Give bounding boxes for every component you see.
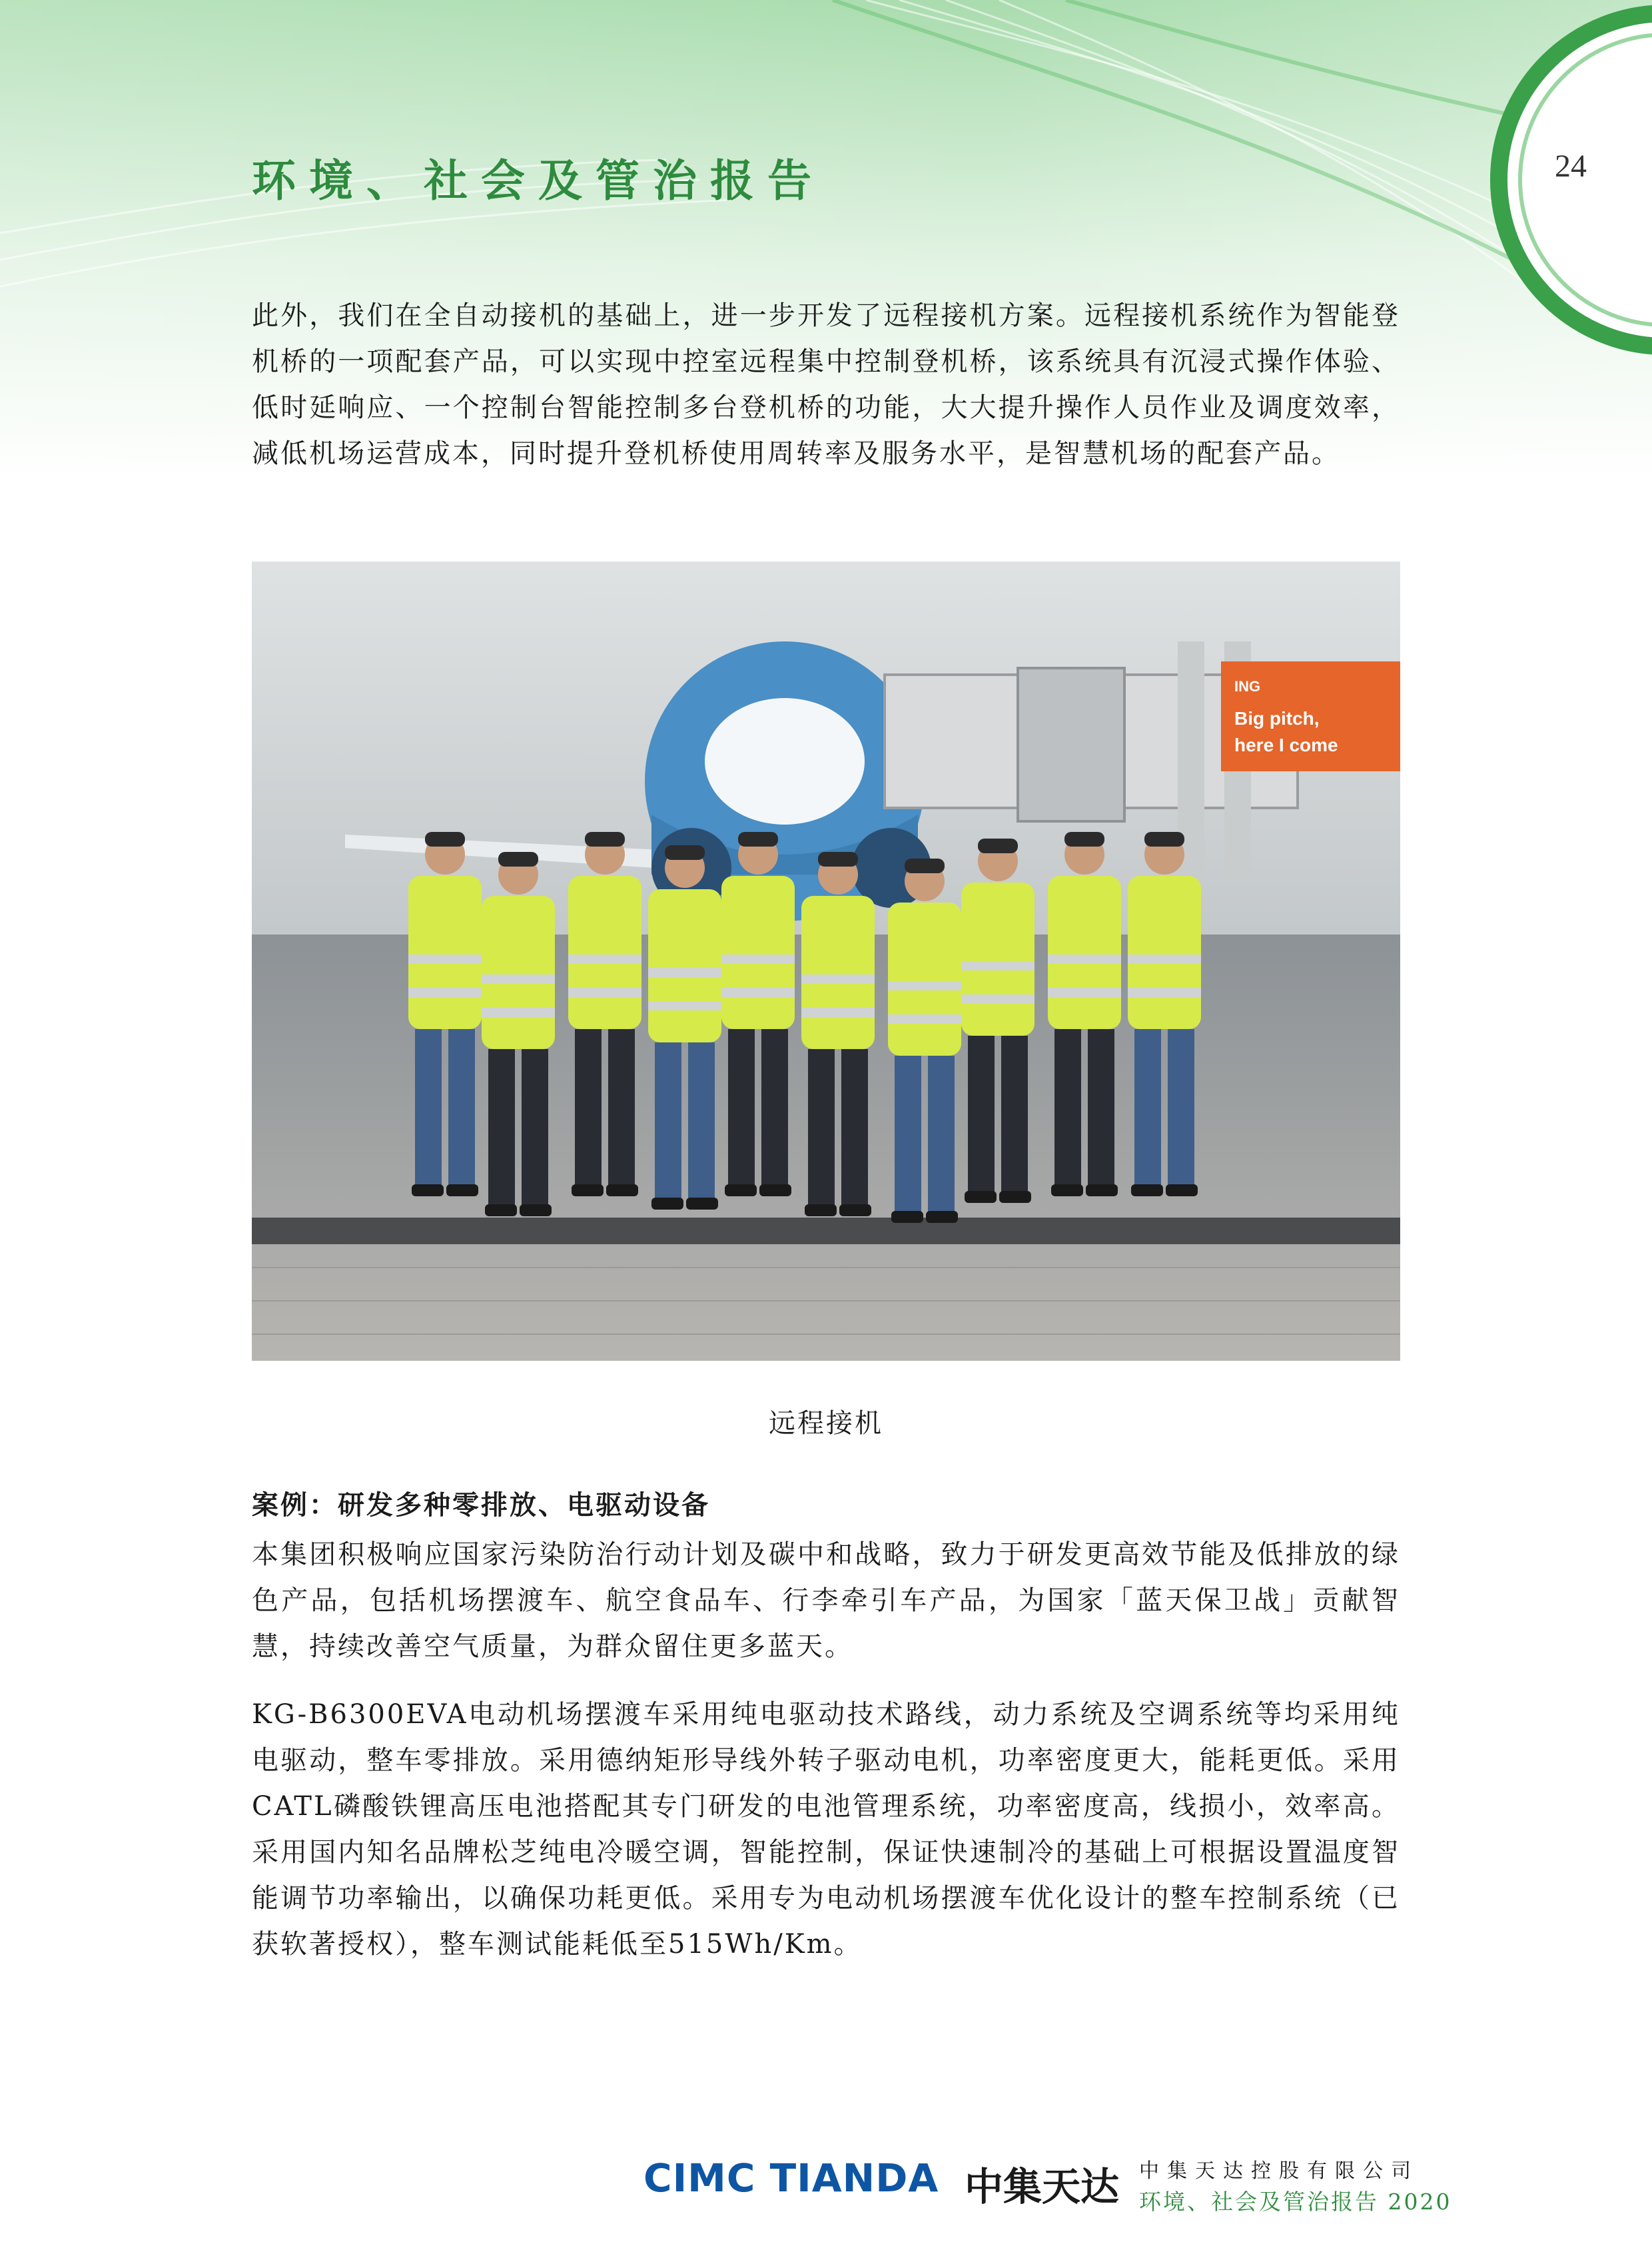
- company-logo: CIMC TIANDA: [643, 2155, 939, 2201]
- footer-company-name: 中集天达控股有限公司: [1139, 2159, 1419, 2183]
- photo-caption: 远程接机: [769, 1408, 883, 1439]
- page-number: 24: [1555, 149, 1587, 184]
- footer-report-name: 环境、社会及管治报告 2020: [1139, 2189, 1452, 2215]
- page-title: 环境、社会及管治报告: [252, 155, 825, 206]
- billboard-line-1: Big pitch,: [1234, 708, 1320, 729]
- company-logo-cn: 中集天达: [965, 2164, 1120, 2209]
- case-paragraph-1: 本集团积极响应国家污染防治行动计划及碳中和战略，致力于研发更高效节能及低排放的绿色产品，包括机场摆渡车、航空食品车、行李牵引车产品，为国家「蓝天保卫战」贡献智慧，持续改善空气质量，为群众留住更多蓝天。: [252, 1539, 1400, 1662]
- billboard-brand: ING: [1234, 678, 1261, 695]
- intro-paragraph: 此外，我们在全自动接机的基础上，进一步开发了远程接机方案。远程接机系统作为智能登机桥的一项配套产品，可以实现中控室远程集中控制登机桥，该系统具有沉浸式操作体验、低时延响应、一个控制台智能控制多台登机桥的功能，大大提升操作人员作业及调度效率，减低机场运营成本，同时提升登机桥使用周转率及服务水平，是智慧机场的配套产品。: [252, 300, 1400, 469]
- group-photo: [252, 561, 1400, 1361]
- photo-illustration: [252, 561, 1400, 1361]
- case-paragraph-2: KG-B6300EVA电动机场摆渡车采用纯电驱动技术路线，动力系统及空调系统等均采用纯电驱动，整车零排放。采用德纳矩形导线外转子驱动电机，功率密度更大，能耗更低。采用CATL磷酸铁锂高压电池搭配其专门研发的电池管理系统，功率密度高，线损小，效率高。采用国内知名品牌松芝纯电冷暖空调，智能控制，保证快速制冷的基础上可根据设置温度智能调节功率输出，以确保功耗更低。采用专为电动机场摆渡车优化设计的整车控制系统（已获软著授权），整车测试能耗低至515Wh/Km。: [252, 1699, 1400, 1960]
- drain-grate: [252, 1218, 1400, 1244]
- billboard-line-2: here I come: [1234, 735, 1338, 755]
- case-heading: 案例：研发多种零排放、电驱动设备: [252, 1490, 710, 1521]
